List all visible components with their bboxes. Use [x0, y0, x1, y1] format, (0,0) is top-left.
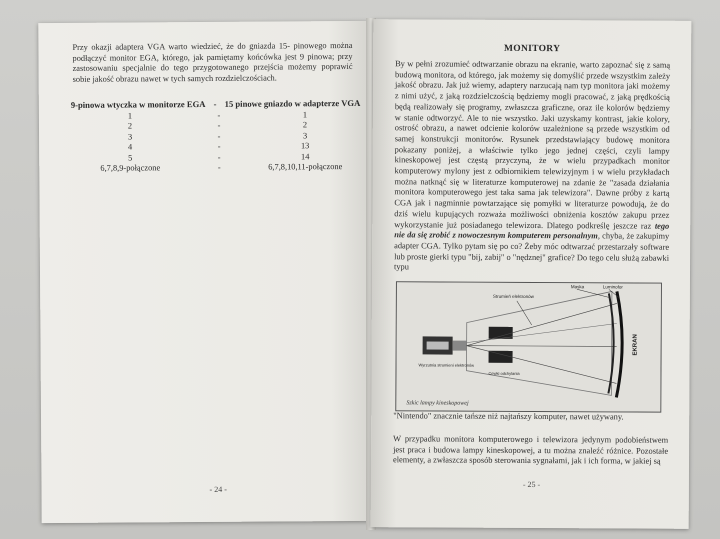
vga-pin: 1 — [302, 110, 308, 120]
pin-separator: - — [217, 131, 221, 141]
pin-separator: - — [217, 152, 221, 162]
ega-pin: 2 — [127, 121, 133, 131]
diagram-caption: Szkic lampy kineskopowej — [406, 400, 469, 407]
vga-pin: 6,7,8,10,11-połączone — [268, 162, 343, 172]
ega-pin: 1 — [127, 111, 133, 121]
para1-text: By w pełni zrozumieć odtwarzanie obrazu na ekranie, warto zapoznać się z samą budową monitora, od którego, jak możemy się domyślić przede wszystkim zależy jakość obrazu. Jak już wiemy, adaptery narzucają nam typ monitora jaki możemy z nimi użyć, z jaką rozdzielczością będziemy mogli pracować, z jaką prędkością będą realizowały się programy, zwłaszcza graficzne, oraz ile kolorów będziemy w stanie odtworzyć. Ale to nie wszystko. Jaki uzyskamy kontrast, jakie kolory, ostrość obrazu, a nawet odcienie kolorów uzależnione są przede wszystkim od samej konstrukcji monitorów. Rysunek przedstawiający budowę monitora pokazany poniżej, a właściwie tylko jego jednej części, czyli lampy kineskopowej jest częstą przyczyną, że w wielu przypadkach monitor komputerowy mylony jest z odbiornikiem telewizyjnym i w wielu przykładach można natknąć się w literaturze komputerowej na zdanie że "zasada działania monitora komputerowego jest taka sama jak telewizora". Dawne próby z kartą CGA jak i nagminnie powtarzające się pomyłki w literaturze powodują, że do dziś wielu kupujących rozważa możliwości obniżenia kosztów zakupu przez wykorzystanie już posiadanego telewizora. Dlatego podkreślę jeszcze raz — [394, 59, 671, 231]
pin-separator: - — [217, 121, 221, 131]
right-page — [371, 19, 692, 529]
chapter-title: MONITORY — [504, 43, 561, 55]
page-number-left: - 24 - — [209, 484, 227, 494]
vga-pin: 14 — [300, 151, 310, 161]
header-separator: - — [213, 98, 217, 109]
label-deflection-coils: Cewki odchylania — [488, 370, 520, 376]
crt-diagram-svg — [396, 282, 661, 411]
label-mask: Maska — [570, 284, 585, 290]
deflection-coil-bottom — [489, 351, 513, 363]
label-electron-beam: Strumień elektronów — [492, 293, 534, 300]
pin-mapping-table — [71, 110, 361, 174]
page-number-right: - 25 - — [522, 479, 541, 490]
pin-table-header — [71, 98, 361, 110]
header-ega: 9-pinowa wtyczka w monitorze EGA — [70, 98, 206, 110]
ega-pin: 4 — [128, 142, 133, 152]
ega-pin: 5 — [128, 153, 133, 163]
label-screen: EKRAN — [632, 334, 639, 356]
label-electron-gun: Wyrzutnia strumieni elektronów — [418, 362, 475, 368]
monitors-main-paragraph — [394, 59, 670, 274]
pin-separator: - — [217, 110, 221, 120]
para2-text: "Nintendo" znacznie tańsze niż najtańszy komputer, nawet używany. — [393, 411, 624, 422]
label-phosphor: Luminofor — [602, 284, 623, 290]
para1-emphasis: tego nie da się zrobić z nowoczesnym komputerem personalnym — [394, 221, 670, 241]
vga-pin: 3 — [302, 131, 308, 141]
comparison-paragraph — [393, 434, 668, 468]
header-vga: 15 pinowe gniazdo w adapterze VGA — [224, 97, 361, 109]
crt-diagram — [395, 281, 662, 412]
intro-text: Przy okazji adaptera VGA warto wiedzieć, że do gniazda 15- pinowego można podłączyć monitor EGA, którego, jak pamiętamy końcówka jest 9 pinowa; przy zastosowaniu specjalnie do tego przygotowanego przejścia możemy poprawić sobie jakość obrazu nawet w tych samych rozdzielczościach. — [72, 40, 353, 85]
left-page — [38, 21, 371, 523]
ega-pin: 6,7,8,9-połączone — [100, 163, 161, 173]
vga-pin: 13 — [300, 141, 310, 151]
vga-pin: 2 — [302, 120, 308, 130]
pin-separator: - — [217, 162, 221, 172]
para3-text: W przypadku monitora komputerowego i telewizora jedynym podobieństwem jest praca i budowa lampy kineskopowej, a tu można znaleźć różnice. Pozostałe elementy, a zwłaszcza sposób sterowania sygnałami, jak i ich forma, w jakiej są — [392, 434, 669, 467]
nintendo-paragraph — [393, 411, 668, 423]
pin-separator: - — [217, 142, 221, 152]
ega-pin: 3 — [127, 132, 133, 142]
para1-end: , chyba, że zakupimy adapter CGA. Tylko pytam się po co? Żeby móc odtwarzać przestarzały software lub proste gierki typu "bij, zabij" o "nędznej" grafice? Do tego celu służą zabawki typu — [394, 231, 670, 272]
left-intro-paragraph — [72, 41, 352, 86]
table-row — [71, 162, 361, 174]
